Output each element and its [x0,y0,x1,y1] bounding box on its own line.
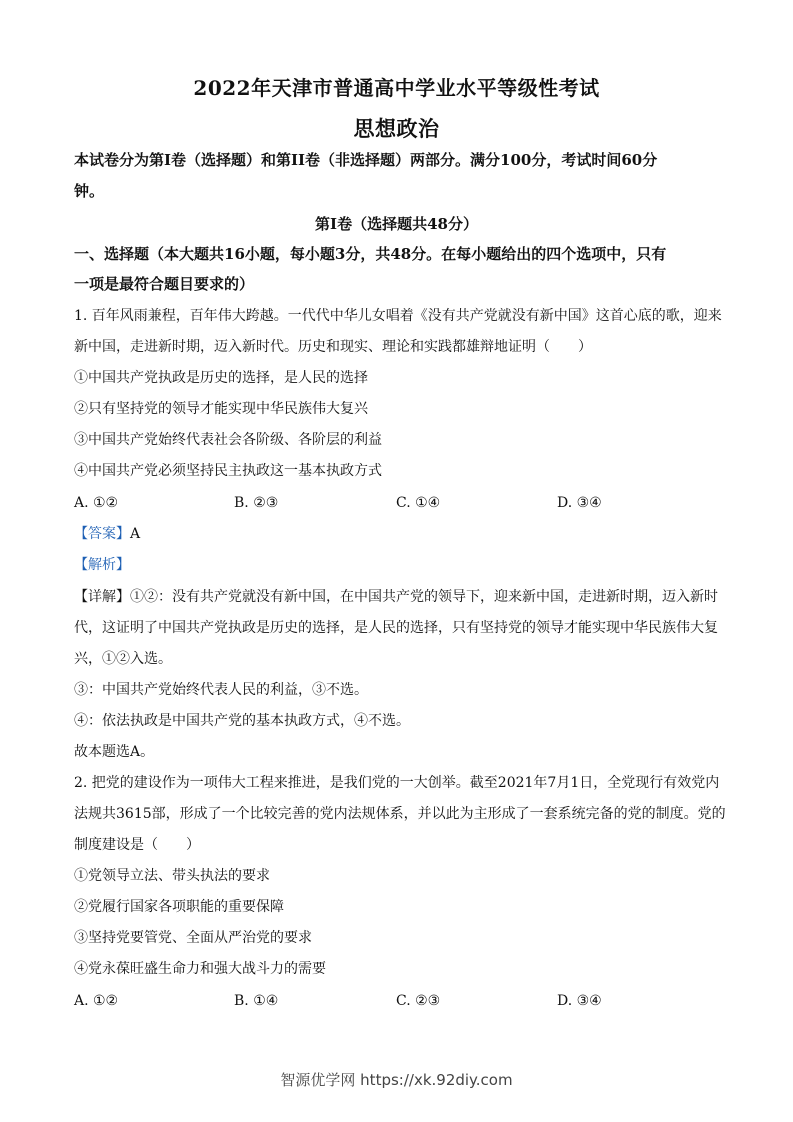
exam-subject: 思想政治 [353,116,440,141]
q2-stem-line-2: 法规共3615部，形成了一个比较完善的党内法规体系，并以此为主形成了一套系统完备的党的制度。党的 [74,806,726,822]
q1-option-b: B. ②③ [234,495,279,511]
q1-item-1: ①中国共产党执政是历史的选择，是人民的选择 [74,370,368,386]
q2-option-d: D. ③④ [557,993,602,1009]
q1-stem-line-1: 1. 百年风雨兼程，百年伟大跨越。一代代中华儿女唱着《没有共产党就没有新中国》这首心底的歌，迎来 [74,308,722,324]
q1-detail-line-4: ③：中国共产党始终代表人民的利益，③不选。 [74,682,368,698]
q2-option-a: A. ①② [74,993,119,1009]
q1-item-2: ②只有坚持党的领导才能实现中华民族伟大复兴 [74,401,368,417]
detail-text-1: ①②：没有共产党就没有新中国，在中国共产党的领导下，迎来新中国，走进新时期，迈入新时 [130,589,718,605]
q2-item-3: ③坚持党要管党、全面从严治党的要求 [74,930,312,946]
section-line-1: 一、选择题（本大题共16小题，每小题3分，共48分。在每小题给出的四个选项中，只有 [74,245,667,263]
q1-option-a: A. ①② [74,495,119,511]
answer-value: A [130,526,141,542]
intro-line-2: 钟。 [74,182,105,200]
detail-tag: 【详解】 [74,589,130,605]
q1-detail-line-2: 代，这证明了中国共产党执政是历史的选择，是人民的选择，只有坚持党的领导才能实现中华民族伟大复 [74,620,718,636]
q2-stem-line-3: 制度建设是（ ） [74,837,200,853]
q1-detail-line-1 [74,587,724,607]
q1-option-c: C. ①④ [396,495,441,511]
q1-option-d: D. ③④ [557,495,602,511]
q2-option-b: B. ①④ [234,993,279,1009]
q1-item-3: ③中国共产党始终代表社会各阶级、各阶层的利益 [74,432,382,448]
site-footer-link[interactable]: 智源优学网 https://xk.92diy.com [280,1071,513,1089]
intro-line-1: 本试卷分为第I卷（选择题）和第II卷（非选择题）两部分。满分100分，考试时间60分 [74,151,658,169]
q1-analysis-tag: 【解析】 [74,557,130,573]
exam-title: 2022年天津市普通高中学业水平等级性考试 [193,76,600,100]
section-line-2: 一项是最符合题目要求的） [74,275,255,293]
q1-detail-line-5: ④：依法执政是中国共产党的基本执政方式，④不选。 [74,713,410,729]
q1-detail-line-3: 兴，①②入选。 [74,651,172,667]
q2-item-4: ④党永葆旺盛生命力和强大战斗力的需要 [74,961,326,977]
answer-tag: 【答案】 [74,526,130,542]
q2-item-1: ①党领导立法、带头执法的要求 [74,868,270,884]
q1-stem-line-2: 新中国，走进新时期，迈入新时代。历史和现实、理论和实践都雄辩地证明（ ） [74,339,592,355]
q2-item-2: ②党履行国家各项职能的重要保障 [74,899,284,915]
q1-item-4: ④中国共产党必须坚持民主执政这一基本执政方式 [74,463,382,479]
q1-conclusion: 故本题选A。 [74,744,155,760]
part1-heading: 第I卷（选择题共48分） [315,215,478,233]
q1-answer [74,524,724,544]
q2-stem-line-1: 2. 把党的建设作为一项伟大工程来推进，是我们党的一大创举。截至2021年7月1日，全党现行有效党内 [74,775,720,791]
q2-option-c: C. ②③ [396,993,441,1009]
